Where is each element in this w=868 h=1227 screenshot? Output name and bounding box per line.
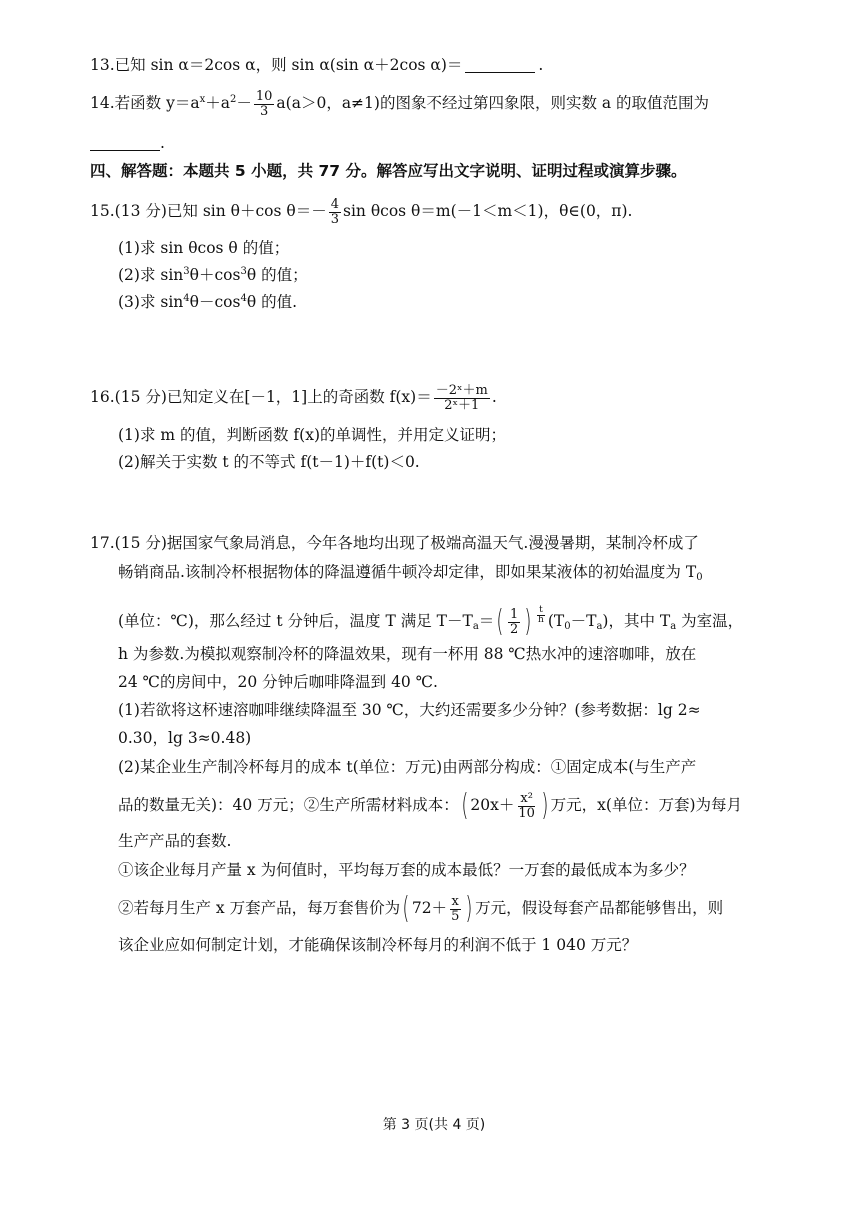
question-17-line-3: (单位：℃)，那么经过 t 分钟后，温度 T 满足 $T-T_a=$( $\frac{1}{2}$ ) $\frac{t}{h}$ $(T_0-T_a)$，其中 $T_a$ 为室温，: [118, 604, 744, 639]
question-16-part-1: (1)求 m 的值，判断函数 f(x)的单调性，并用定义证明；: [118, 426, 507, 444]
fraction: $\frac{x}{5}$: [451, 893, 460, 924]
exponent-fraction: $\frac{t}{h}$: [538, 605, 544, 626]
question-17-line-7: 0.30，lg 3≈0.48): [118, 729, 252, 747]
fraction-one-half: $\frac{1}{2}$: [510, 606, 519, 637]
answer-blank[interactable]: [90, 135, 160, 152]
question-17-line-12: ②若每月生产 x 万套产品，每万套售价为( 72＋ $\frac{x}{5}$ ) 万元，假设每套产品都能够售出，则: [118, 891, 724, 926]
page-footer: 第 3 页(共 4 页): [382, 1117, 486, 1133]
question-17-line-4: h 为参数.为模拟观察制冷杯的降温效果，现有一杯用 88 ℃热水冲的速溶咖啡，放在: [118, 645, 697, 663]
question-17-line-10: 生产产品的套数.: [118, 832, 232, 850]
question-14: 14.若函数 $y=a^x+a^2-$ $\frac{10}{3}$ a(a＞0，a≠1)的图象不经过第四象限，则实数 a 的取值范围为: [90, 89, 710, 119]
question-17-line-9: 品的数量无关)：40 万元；②生产所需材料成本：( 20x＋ $\frac{\text{x²}}{10}$ ) 万元，x(单位：万套)为每月: [118, 788, 742, 823]
question-number: 15.: [90, 202, 115, 221]
question-15-part-1: (1)求 sin θcos θ 的值；: [118, 239, 290, 257]
question-number: 16.: [90, 388, 115, 407]
question-text: 已知 sin α＝2cos α，则 sin α(sin α＋2cos α)＝: [114, 56, 463, 74]
question-15-part-2: (2)求 $\sin^3\theta+\cos^3\theta$ 的值；: [118, 266, 308, 284]
question-17-line-11: ①该企业每月产量 x 为何值时，平均每万套的成本最低？一万套的最低成本为多少？: [118, 861, 695, 879]
fraction: $\frac{10}{3}$: [255, 89, 273, 119]
question-17-line-5: 24 ℃的房间中，20 分钟后咖啡降温到 40 ℃.: [118, 673, 438, 691]
question-17-line-2: 畅销商品.该制冷杯根据物体的降温遵循牛顿冷却定律，即如果某液体的初始温度为 $T_0$: [118, 563, 703, 583]
fraction: $\frac{\text{x²}}{10}$: [518, 790, 535, 821]
question-number: 17.: [90, 534, 115, 552]
answer-blank[interactable]: [465, 57, 535, 74]
question-17-line-13: 该企业应如何制定计划，才能确保该制冷杯每月的利润不低于 1 040 万元？: [118, 936, 638, 954]
fraction: $\frac{4}{3}$: [330, 197, 339, 227]
question-13: 13.已知 sin α＝2cos α，则 sin α(sin α＋2cos α)＝ .: [90, 56, 544, 74]
question-14-blank-line: .: [90, 134, 165, 153]
question-16: 16.(15 分)已知定义在[－1，1]上的奇函数 f(x)＝ $\frac{\text{－2ˣ＋m}}{\text{2ˣ＋1}}$ .: [90, 383, 497, 413]
question-17: 17.(15 分)据国家气象局消息，今年各地均出现了极端高温天气.漫漫暑期，某制冷杯成了: [90, 534, 699, 552]
question-16-part-2: (2)解关于实数 t 的不等式 f(t－1)＋f(t)＜0.: [118, 453, 420, 471]
section-heading: 四、解答题：本题共 5 小题，共 77 分。解答应写出文字说明、证明过程或演算步骤。: [90, 162, 687, 180]
question-17-line-8: (2)某企业生产制冷杯每月的成本 t(单位：万元)由两部分构成：①固定成本(与生产产: [118, 758, 697, 776]
question-17-line-6: (1)若欲将这杯速溶咖啡继续降温至 30 ℃，大约还需要多少分钟？(参考数据：lg 2≈: [118, 701, 701, 719]
fraction: $\frac{\text{－2ˣ＋m}}{\text{2ˣ＋1}}$: [435, 383, 488, 413]
question-number: 14.: [90, 94, 115, 113]
question-number: 13.: [90, 56, 115, 74]
question-15-part-3: (3)求 $\sin^4\theta-\cos^4\theta$ 的值.: [118, 293, 298, 311]
question-15: 15.(13 分)已知 sin θ＋cos θ＝－ $\frac{4}{3}$ sin θcos θ＝m(－1＜m＜1)，θ∈(0，π).: [90, 197, 633, 227]
